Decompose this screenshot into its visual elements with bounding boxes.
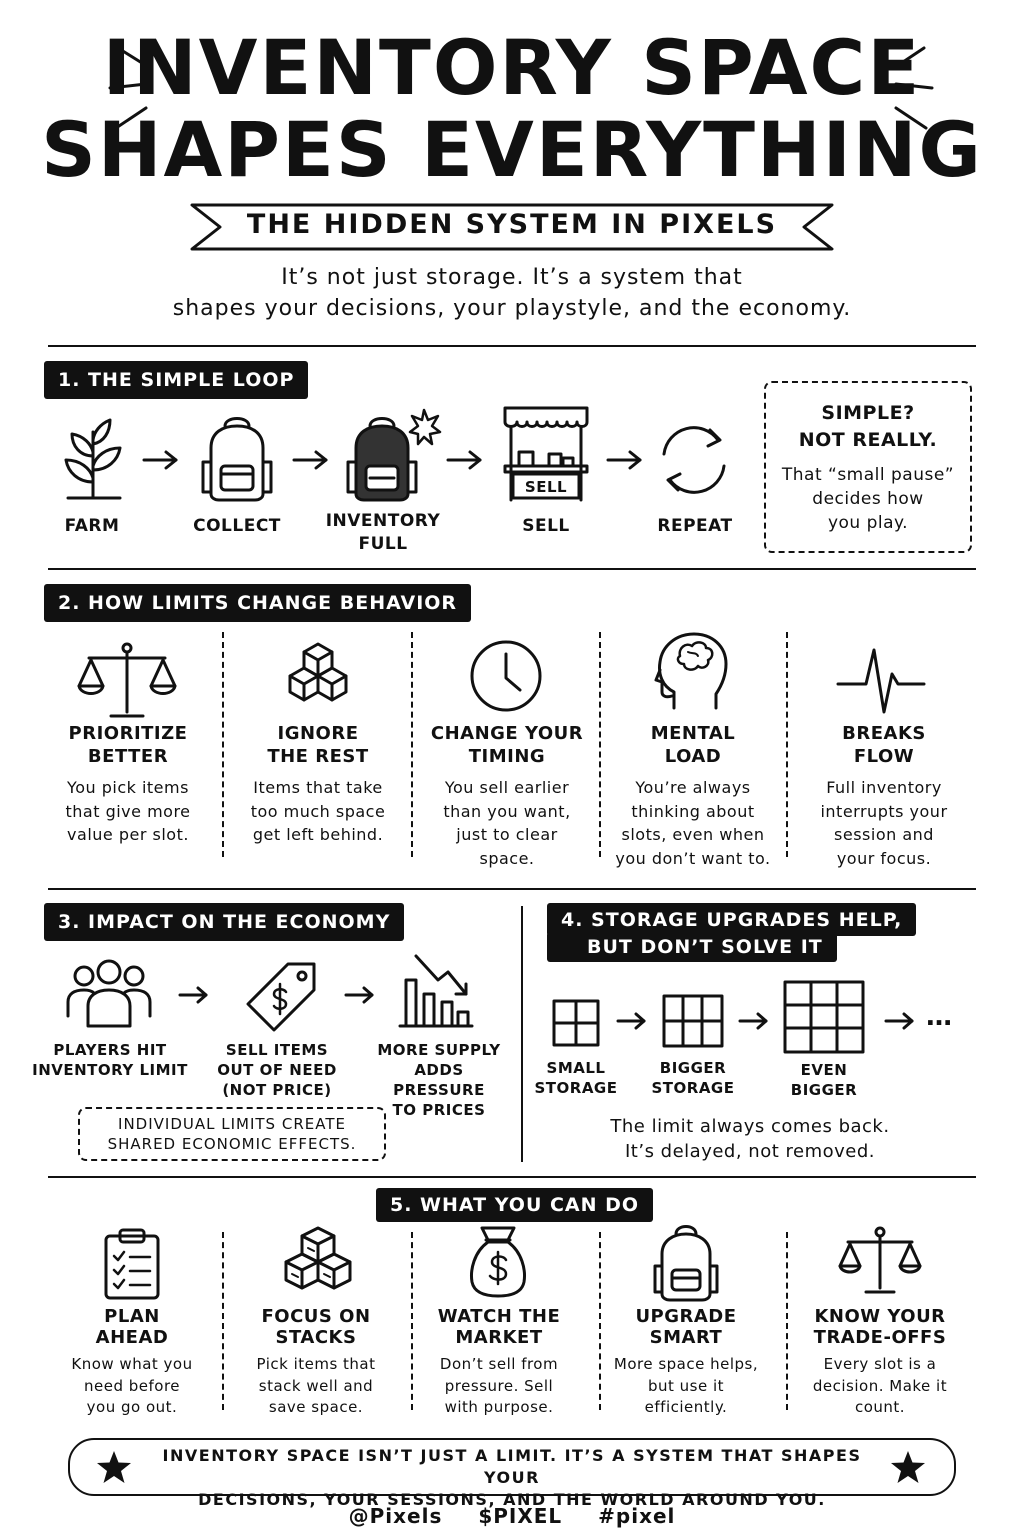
star-icon [96, 1450, 132, 1484]
hashtags [0, 1504, 1024, 1528]
arrow-right-icon [616, 1011, 650, 1031]
arrow-right-icon [884, 1011, 918, 1031]
storage-label: BIGGER STORAGE [651, 1059, 735, 1097]
arrow-right-icon [738, 1011, 772, 1031]
column-divider [786, 1232, 788, 1410]
loop-note-text: That “small pause” decides how you play. [781, 465, 955, 533]
tip-title: PLAN AHEAD [95, 1306, 169, 1348]
arrow-right-icon [344, 985, 378, 1005]
falling-chart-icon [398, 950, 478, 1030]
column-divider [222, 1232, 224, 1410]
section-2-badge: 2. HOW LIMITS CHANGE BEHAVIOR [44, 584, 471, 622]
clock-icon [466, 638, 546, 718]
plant-icon [58, 412, 128, 502]
footer-text: INVENTORY SPACE ISN’T JUST A LIMIT. IT’S A SYSTEM THAT SHAPES YOUR DECISIONS, YOUR SESSIONS, AND THE WORLD AROUND YOU. [162, 1446, 862, 1509]
money-bag-icon [468, 1224, 528, 1300]
subtitle: THE HIDDEN SYSTEM IN PIXELS [246, 209, 778, 240]
backpack-icon [650, 1222, 722, 1302]
intro-line-2: shapes your decisions, your playstyle, and the economy. [172, 296, 852, 321]
tip-text: Every slot is a decision. Make it count. [812, 1355, 948, 1416]
economy-step-label: MORE SUPPLY ADDS PRESSURE TO PRICES [377, 1041, 501, 1119]
scale-icon [838, 1226, 922, 1296]
arrow-right-icon [178, 985, 212, 1005]
tip-text: More space helps, but use it efficiently. [613, 1355, 759, 1416]
behavior-title: PRIORITIZE BETTER [68, 723, 188, 767]
scale-icon [77, 640, 177, 720]
stall-sign: SELL [524, 478, 568, 496]
loop-step-label: SELL [522, 516, 570, 536]
cycle-icon [654, 420, 734, 500]
star-icon [890, 1450, 926, 1484]
column-divider [222, 632, 224, 857]
backpack-icon [197, 412, 277, 502]
tip-title: UPGRADE SMART [635, 1306, 737, 1348]
section-3-badge: 3. IMPACT ON THE ECONOMY [44, 903, 404, 941]
price-tag-icon [240, 960, 320, 1040]
arrow-right-icon [292, 450, 332, 470]
column-divider [786, 632, 788, 857]
ellipsis: … [926, 1002, 952, 1032]
tag-hashtag[interactable]: #pixel [598, 1504, 676, 1528]
divider [48, 345, 976, 347]
section-4-badge-line-1: 4. STORAGE UPGRADES HELP, [547, 903, 916, 936]
grid-3x3-icon [783, 980, 865, 1056]
head-brain-icon [654, 630, 734, 714]
tip-title: WATCH THE MARKET [437, 1306, 561, 1348]
loop-step-label: INVENTORY FULL [325, 511, 441, 554]
loop-step-label: FARM [64, 516, 120, 536]
loop-note-heading: SIMPLE? NOT REALLY. [798, 402, 938, 451]
storage-label: EVEN BIGGER [790, 1061, 858, 1099]
tip-title: FOCUS ON STACKS [261, 1306, 371, 1348]
players-icon [66, 960, 152, 1030]
loop-step-label: REPEAT [657, 516, 733, 536]
behavior-title: BREAKS FLOW [842, 723, 926, 767]
column-divider [599, 632, 601, 857]
grid-3x2-icon [662, 994, 724, 1050]
economy-step-label: PLAYERS HIT INVENTORY LIMIT [32, 1041, 188, 1079]
clipboard-icon [102, 1228, 162, 1300]
behavior-text: Full inventory interrupts your session and your focus. [820, 778, 948, 868]
economy-step-label: SELL ITEMS OUT OF NEED (NOT PRICE) [217, 1041, 337, 1099]
full-backpack-icon [340, 404, 440, 504]
title-line-2: SHAPES EVERYTHING [41, 105, 983, 194]
arrow-right-icon [446, 450, 486, 470]
behavior-text: You’re always thinking about slots, even when you don’t want to. [615, 778, 771, 868]
storage-label: SMALL STORAGE [534, 1059, 618, 1097]
section-5-badge: 5. WHAT YOU CAN DO [376, 1188, 653, 1222]
cubes-icon [278, 640, 358, 720]
behavior-text: You sell earlier than you want, just to clear space. [443, 778, 571, 868]
divider [48, 888, 976, 890]
stacked-crates-icon [278, 1224, 358, 1300]
economy-note: INDIVIDUAL LIMITS CREATE SHARED ECONOMIC EFFECTS. [107, 1115, 357, 1153]
arrow-right-icon [142, 450, 182, 470]
tip-title: KNOW YOUR TRADE-OFFS [813, 1306, 947, 1348]
arrow-right-icon [606, 450, 646, 470]
behavior-text: Items that take too much space get left behind. [250, 778, 386, 844]
loop-step-label: COLLECT [193, 516, 281, 536]
behavior-title: MENTAL LOAD [650, 723, 736, 767]
grid-2x2-icon [552, 999, 602, 1049]
divider [48, 1176, 976, 1178]
behavior-text: You pick items that give more value per slot. [65, 778, 191, 844]
tip-text: Know what you need before you go out. [71, 1355, 193, 1416]
intro-line-1: It’s not just storage. It’s a system that [281, 265, 743, 290]
divider [48, 568, 976, 570]
tip-text: Don’t sell from pressure. Sell with purpose. [439, 1355, 559, 1416]
section-1-badge: 1. THE SIMPLE LOOP [44, 361, 308, 399]
storage-note: The limit always comes back. It’s delayed, not removed. [610, 1116, 890, 1162]
section-4-badge-line-2: BUT DON’T SOLVE IT [547, 932, 837, 962]
behavior-title: CHANGE YOUR TIMING [430, 723, 584, 767]
tip-text: Pick items that stack well and save space. [256, 1355, 376, 1416]
section-divider-vertical [521, 906, 523, 1162]
column-divider [411, 632, 413, 857]
title-line-1: INVENTORY SPACE [102, 23, 922, 112]
pulse-icon [836, 646, 926, 716]
tag-token[interactable]: $PIXEL [478, 1504, 563, 1528]
tag-handle[interactable]: @Pixels [348, 1504, 443, 1528]
behavior-title: IGNORE THE REST [267, 723, 369, 767]
